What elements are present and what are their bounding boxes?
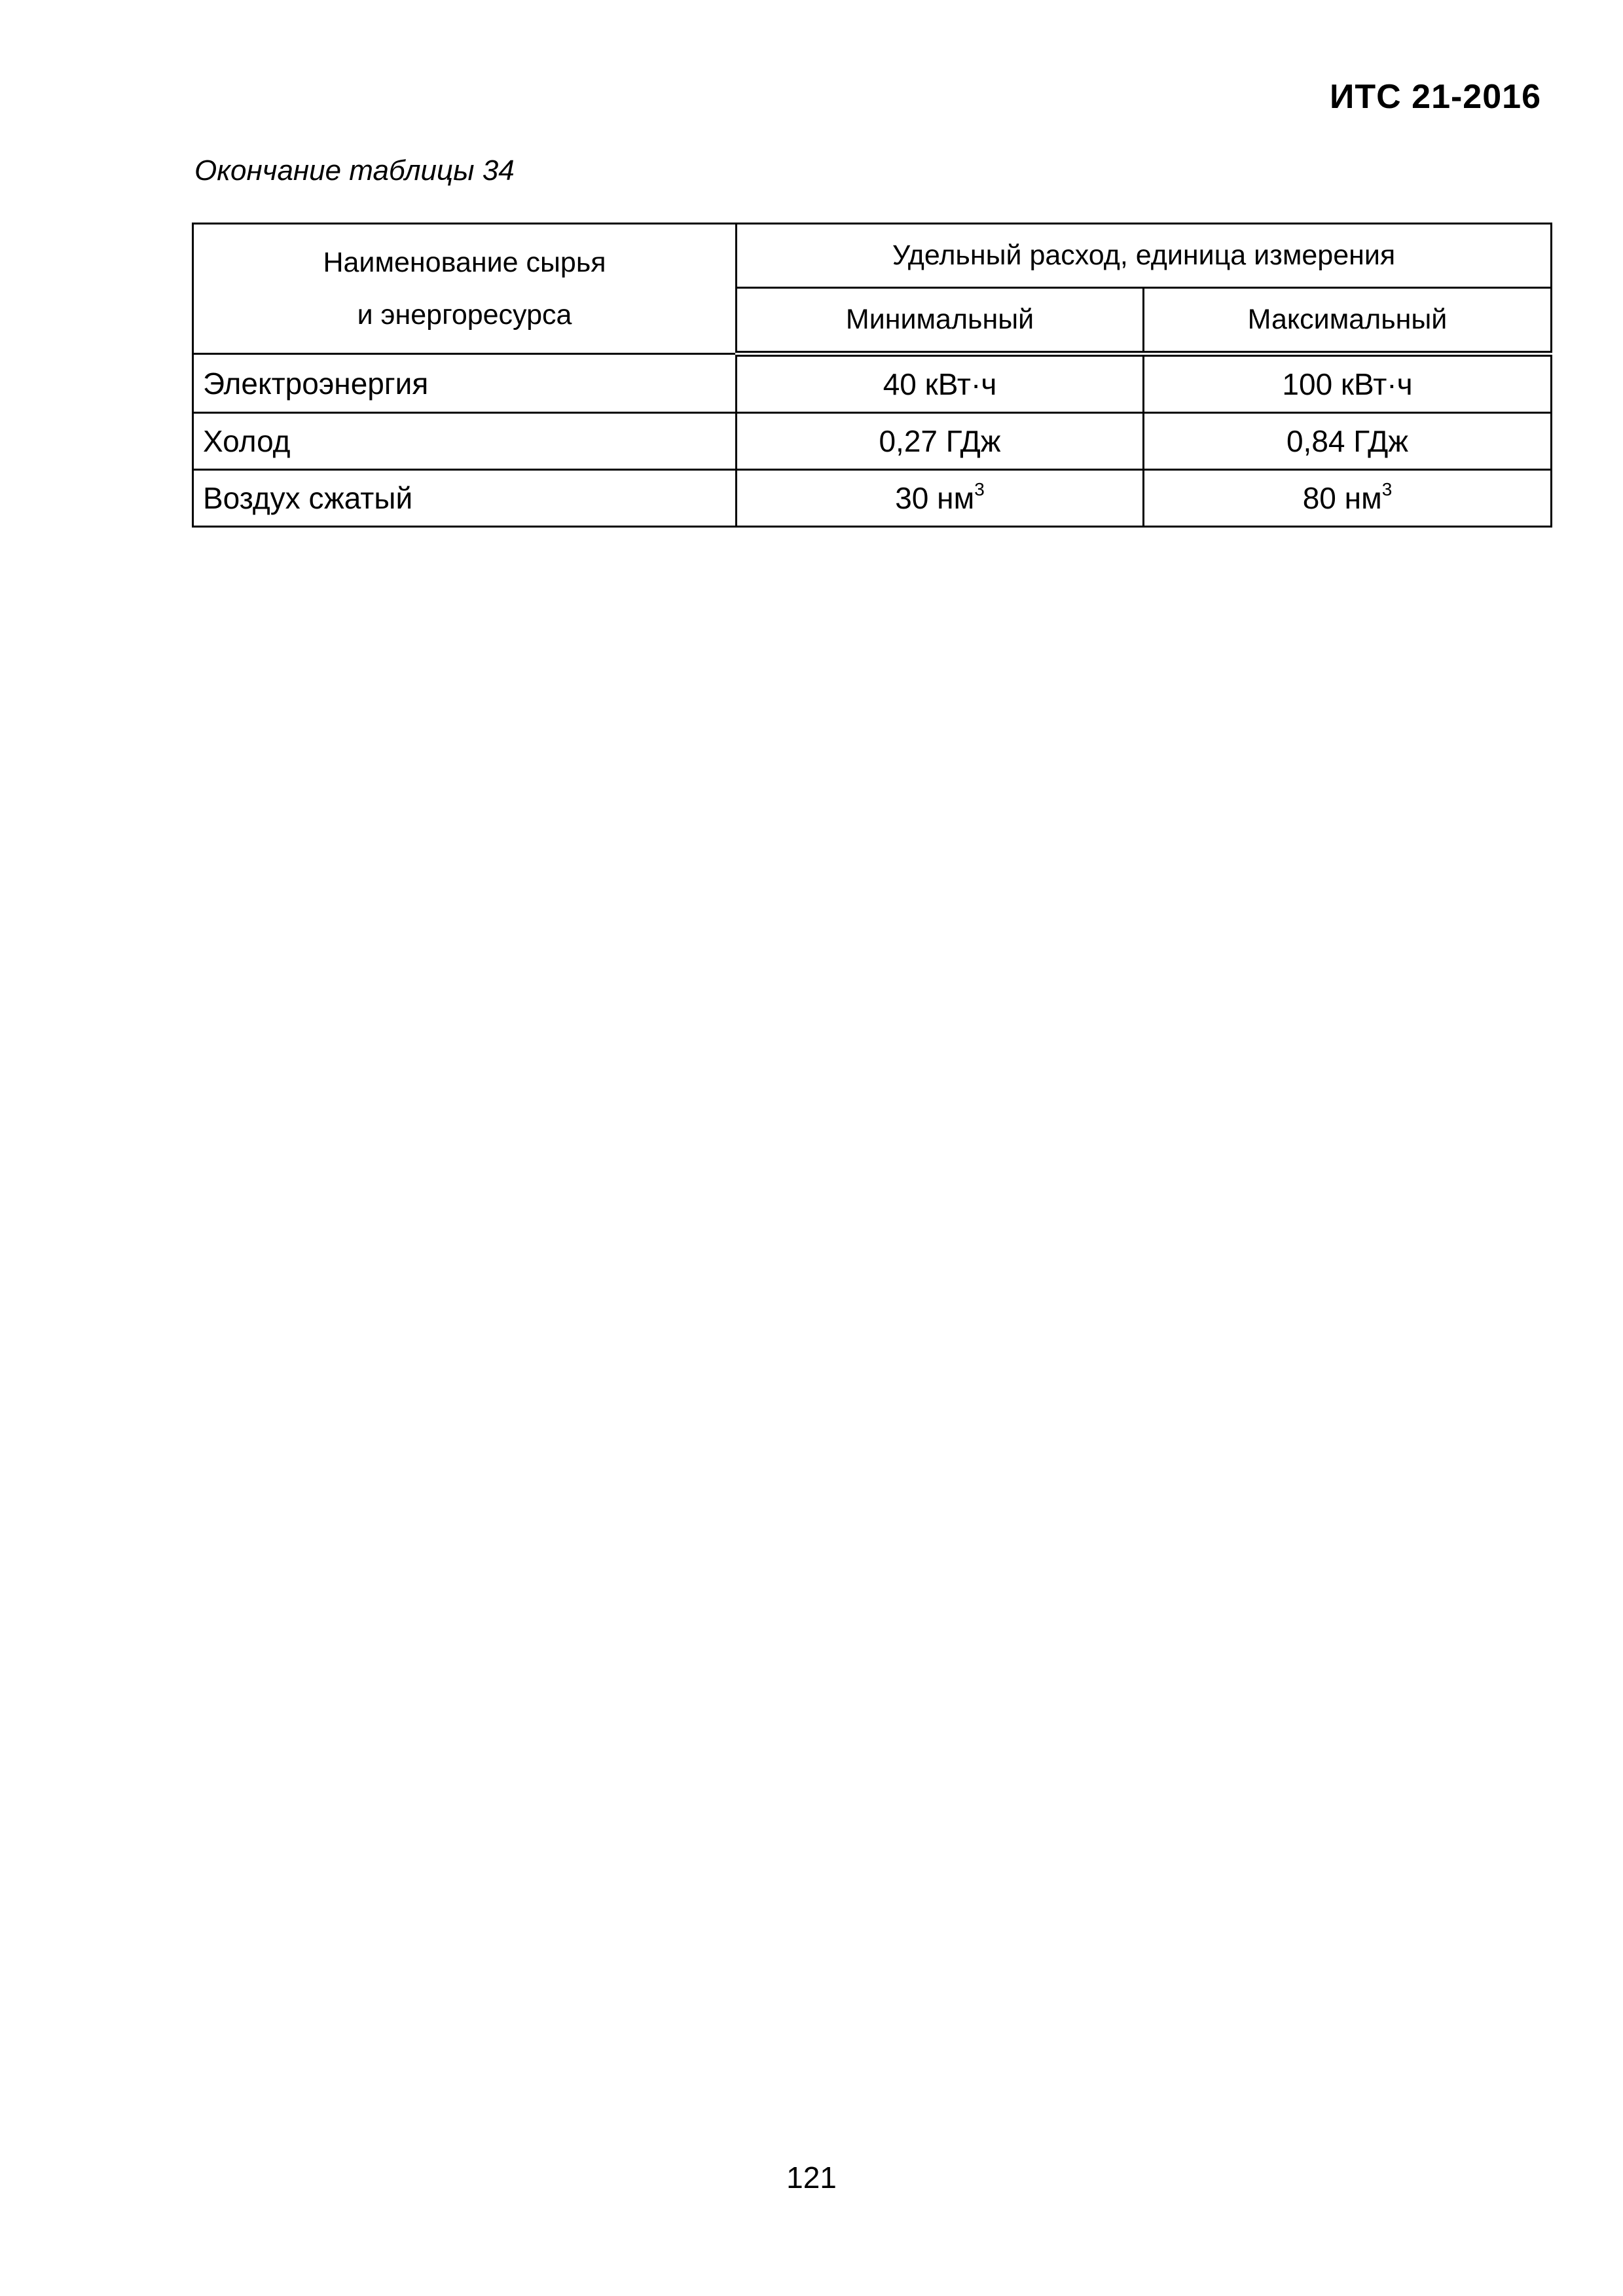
page-number: 121 — [786, 2161, 837, 2195]
row-resource-name: Холод — [193, 413, 737, 470]
row-resource-name: Воздух сжатый — [193, 470, 737, 527]
header-resource-name-line2: и энергоресурса — [357, 299, 572, 331]
table-row — [193, 354, 1552, 413]
header-resource-name-line1: Наименование сырья — [323, 247, 606, 278]
header-maximum: Максимальный — [1144, 288, 1552, 354]
row-min-value: 30 $нм^3$ — [737, 470, 1144, 527]
table-header-row — [193, 224, 1552, 288]
row-max-value: 100 кВт·ч — [1144, 354, 1552, 413]
header-specific-consumption: Удельный расход, единица измерения — [737, 224, 1552, 288]
row-min-value: 40 кВт·ч — [737, 354, 1144, 413]
document-code: ИТС 21-2016 — [1330, 78, 1541, 116]
row-resource-name: Электроэнергия — [193, 354, 737, 413]
consumption-table — [192, 223, 1552, 528]
header-resource-name — [193, 224, 737, 354]
superscript-cubed: 3 — [974, 478, 985, 499]
header-minimum: Минимальный — [737, 288, 1144, 354]
table-row — [193, 413, 1552, 470]
row-max-value: 0,84 ГДж — [1144, 413, 1552, 470]
row-max-value: 80 $нм^3$ — [1144, 470, 1552, 527]
table-row — [193, 470, 1552, 527]
superscript-cubed: 3 — [1381, 478, 1393, 499]
table-caption: Окончание таблицы 34 — [194, 154, 515, 187]
row-min-value: 0,27 ГДж — [737, 413, 1144, 470]
